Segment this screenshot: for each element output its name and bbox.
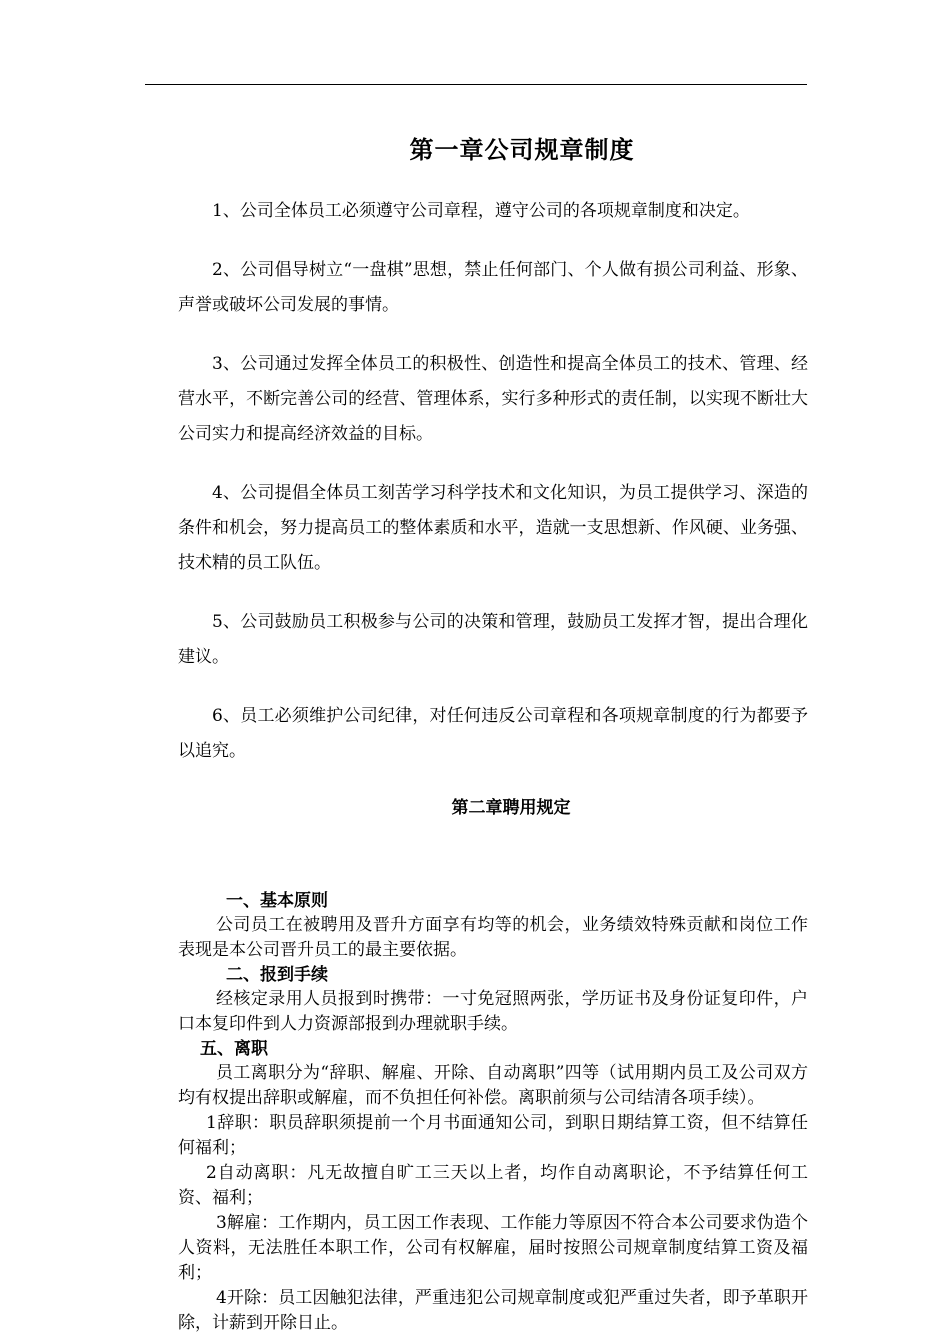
list-item: 1辞职：职员辞职须提前一个月书面通知公司，到职日期结算工资，但不结算任何福利；: [178, 1113, 808, 1158]
chapter1-paragraph-1: 1、公司全体员工必须遵守公司章程，遵守公司的各项规章制度和决定。: [212, 201, 750, 221]
section-heading-basic-principles: 一、基本原则: [226, 891, 328, 911]
list-item: 3解雇：工作期内，员工因工作表现、工作能力等原因不符合本公司要求伪造个人资料，无法胜任本职工作，公司有权解雇，届时按照公司规章制度结算工资及福利；: [178, 1213, 808, 1283]
section-heading-onboarding: 二、报到手续: [226, 965, 328, 985]
chapter1-paragraph-5: 5、公司鼓励员工积极参与公司的决策和管理，鼓励员工发挥才智，提出合理化建议。: [178, 612, 808, 667]
chapter1-paragraph-4: 4、公司提倡全体员工刻苦学习科学技术和文化知识，为员工提供学习、深造的条件和机会，努力提高员工的整体素质和水平，造就一支思想新、作风硬、业务强、技术精的员工队伍。: [178, 483, 808, 573]
section-body-basic-principles: 公司员工在被聘用及晋升方面享有均等的机会，业务绩效特殊贡献和岗位工作表现是本公司晋升员工的最主要依据。: [178, 915, 808, 960]
chapter1-paragraph-6: 6、员工必须维护公司纪律，对任何违反公司章程和各项规章制度的行为都要予以追究。: [178, 706, 808, 761]
section-heading-resignation: 五、离职: [200, 1039, 268, 1059]
section-body-onboarding: 经核定录用人员报到时携带：一寸免冠照两张，学历证书及身份证复印件，户口本复印件到人力资源部报到办理就职手续。: [178, 989, 808, 1034]
chapter1-title: 第一章公司规章制度: [409, 135, 635, 164]
list-item: 4开除：员工因触犯法律，严重违犯公司规章制度或犯严重过失者，即予革职开除，计薪到开除日止。: [178, 1288, 808, 1333]
chapter1-paragraph-3: 3、公司通过发挥全体员工的积极性、创造性和提高全体员工的技术、管理、经营水平，不断完善公司的经营、管理体系，实行多种形式的责任制，以实现不断壮大公司实力和提高经济效益的目标。: [178, 354, 808, 444]
chapter2-title: 第二章聘用规定: [451, 798, 571, 818]
header-rule: [145, 84, 807, 85]
chapter1-paragraph-2: 2、公司倡导树立“一盘棋”思想，禁止任何部门、个人做有损公司利益、形象、声誉或破坏公司发展的事情。: [178, 260, 808, 315]
section-body-resignation: 员工离职分为“辞职、解雇、开除、自动离职”四等（试用期内员工及公司双方均有权提出辞职或解雇，而不负担任何补偿。离职前须与公司结清各项手续）。: [178, 1063, 808, 1108]
list-item: 2自动离职：凡无故擅自旷工三天以上者，均作自动离职论，不予结算任何工资、福利；: [178, 1163, 808, 1208]
document-body: [178, 130, 808, 1336]
